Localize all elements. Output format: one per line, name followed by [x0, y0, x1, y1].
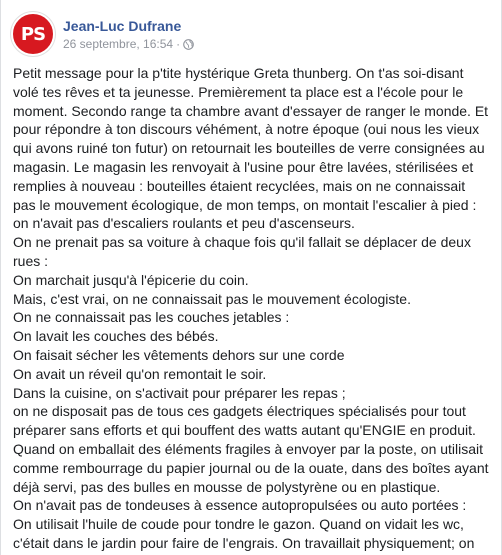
avatar-logo-text: PS [20, 23, 46, 45]
post-meta [63, 17, 194, 52]
post-timestamp[interactable]: 26 septembre, 16:54 [63, 36, 174, 51]
post-paragraph: Petit message pour la p'tite hystérique Greta thunberg. On t'as soi-disant volé tes rêves et ta jeunesse. Premièrement ta place est a l'école pour le moment. Secondo range ta chambre avant d'essayer de ranger le monde. Et pour répondre à ton discours véhément, à notre époque (oui nous les vieux qui avons ruiné ton futur) on retournait les bouteilles de verre consignées au magasin. Le magasin les renvoyait à l'usine pour être lavées, stérilisées et remplies à nouveau : bouteilles étaient recyclées, mais on ne connaissait pas le mouvement écologique, de mon temps, on montait l'escalier à pied : on n'avait pas d'escaliers roulants et peu d'ascenseurs. [13, 65, 492, 232]
post-paragraph: On ne prenait pas sa voiture à chaque fois qu'il fallait se déplacer de deux rues : [13, 234, 475, 269]
post-paragraph: Mais, c'est vrai, on ne connaissait pas le mouvement écologiste. [13, 290, 411, 307]
post-header [11, 12, 194, 56]
post-paragraph: On utilisait l'huile de coude pour tondre le gazon. Quand on vidait les wc, c'était dans le jardin pour faire de l'engrais. On travaillait physiquement; on [13, 516, 475, 551]
post-paragraph: On avait un réveil qu'on remontait le soir. [13, 365, 267, 382]
timestamp-row [63, 36, 194, 52]
post-paragraph: On n'avait pas de tondeuses à essence autopropulsées ou auto portées : [13, 497, 467, 514]
post-paragraph: On lavait les couches des bébés. [13, 328, 219, 345]
avatar[interactable] [11, 12, 55, 56]
globe-icon[interactable] [183, 38, 194, 49]
author-name[interactable]: Jean-Luc Dufrane [63, 17, 182, 34]
post-paragraph: On ne connaissait pas les couches jetables : [13, 309, 290, 326]
post-paragraph: Quand on emballait des éléments fragiles à envoyer par la poste, on utilisait comme rembourrage du papier journal ou de la ouate, dans des boîtes ayant déjà servi, pas des bulles en mousse de polystyrène ou en plastique. [13, 440, 493, 495]
post-paragraph: On marchait jusqu'à l'épicerie du coin. [13, 271, 249, 288]
post-paragraph: On faisait sécher les vêtements dehors sur une corde [13, 346, 345, 363]
meta-separator: · [176, 36, 181, 51]
post-paragraph: Dans la cuisine, on s'activait pour préparer les repas ; [13, 384, 346, 401]
post-paragraph: on ne disposait pas de tous ces gadgets électriques spécialisés pour tout préparer sans efforts et qui bouffent des watts autant qu'ENGIE en produit. [13, 403, 476, 439]
post-body [13, 64, 491, 553]
